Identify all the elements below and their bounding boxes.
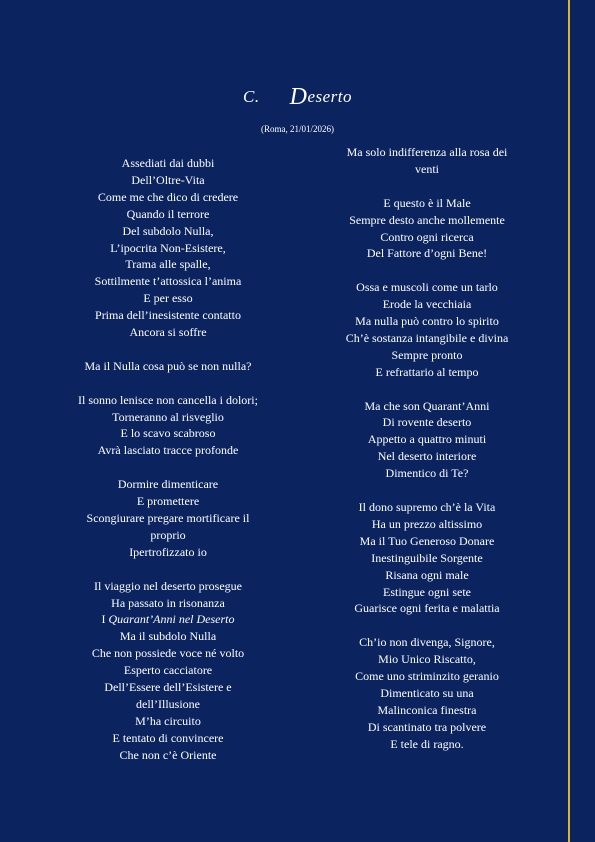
poem-line: Come me che dico di credere	[97, 189, 239, 204]
poem-line: Contro ogni ricerca	[380, 229, 474, 244]
poem-stanza	[46, 392, 290, 460]
poem-line: Il viaggio nel deserto prosegue	[94, 578, 242, 593]
poem-line: Che non c’è Oriente	[119, 747, 217, 762]
poem-line: Del Fattore d’ogni Bene!	[366, 246, 488, 261]
poem-line: Inestinguibile Sorgente	[371, 550, 483, 565]
poem-line: Di rovente deserto	[382, 415, 472, 430]
poem-line: Sottilmente t’attossica l’anima	[94, 274, 242, 289]
poem-line: Ma nulla può contro lo spirito	[355, 314, 499, 329]
poem-line: E refrattario al tempo	[375, 364, 479, 379]
poem-line: proprio	[150, 527, 186, 542]
poem-line: Dormire dimenticare	[117, 477, 219, 492]
poem-stanza	[305, 279, 549, 380]
poem-line: Dell’Essere dell’Esistere e	[104, 680, 232, 695]
poem-line: Malinconica finestra	[377, 702, 477, 717]
poem-stanza	[305, 195, 549, 263]
poem-line: Ch’io non divenga, Signore,	[359, 635, 495, 650]
poem-stanza	[305, 499, 549, 617]
poem-line: Di scantinato tra polvere	[367, 719, 487, 734]
poem-line: Prima dell’inesistente contatto	[95, 308, 241, 323]
poem-line: Del subdolo Nulla,	[122, 223, 214, 238]
poem-line: Mio Unico Riscatto,	[378, 652, 476, 667]
poem-line: Ha passato in risonanza	[111, 595, 225, 610]
poem-line: Ha un prezzo altissimo	[371, 516, 483, 531]
poem-left-column	[46, 155, 290, 780]
poem-stanza	[46, 358, 290, 375]
poem-line: Che non possiede voce né volto	[91, 646, 245, 661]
poem-date: (Roma, 21/01/2026)	[261, 124, 334, 134]
poem-line: dell’Illusione	[136, 696, 200, 711]
poem-line: E promettere	[136, 494, 200, 509]
title-rest: eserto	[307, 87, 352, 106]
poem-line: I Quarant’Anni nel Deserto	[101, 612, 235, 627]
title-initial: D	[289, 84, 308, 110]
poem-line: Estingue ogni sete	[383, 584, 471, 599]
poem-title	[0, 82, 595, 109]
poem-stanza	[305, 634, 549, 752]
poem-line: venti	[415, 161, 439, 176]
poem-letter: C.	[243, 87, 260, 106]
poem-line: Dell’Oltre-Vita	[131, 172, 205, 187]
poem-line: E tentato di convincere	[112, 730, 224, 745]
poem-line: Come uno striminzito geranio	[355, 669, 499, 684]
poem-stanza	[46, 578, 290, 764]
poem-stanza	[305, 398, 549, 483]
poem-line: Nel deserto interiore	[377, 449, 477, 464]
poem-line: Ma il Nulla cosa può se non nulla?	[84, 358, 252, 373]
poem-line: Ma il subdolo Nulla	[119, 629, 217, 644]
poem-line: E lo scavo scabroso	[120, 426, 216, 441]
poem-line: E tele di ragno.	[390, 736, 464, 751]
poem-stanza	[305, 144, 549, 178]
poem-line: E questo è il Male	[383, 195, 471, 210]
poem-line: Il dono supremo ch’è la Vita	[358, 499, 496, 514]
poem-line: E per esso	[143, 291, 193, 306]
poem-right-column	[305, 144, 549, 769]
poem-line: M’ha circuito	[135, 713, 201, 728]
poem-line: Ma solo indifferenza alla rosa dei	[346, 145, 508, 159]
poem-line: Il sonno lenisce non cancella i dolori;	[78, 392, 258, 407]
poem-line: Ma che son Quarant’Anni	[364, 398, 490, 413]
poem-line: Scongiurare pregare mortificare il	[86, 510, 250, 525]
poem-line: Ossa e muscoli come un tarlo	[356, 280, 498, 295]
poem-line: Ma il Tuo Generoso Donare	[359, 533, 495, 548]
poem-line: Ch’è sostanza intangibile e divina	[345, 330, 509, 345]
poem-line: Sempre pronto	[391, 347, 463, 362]
poem-line: Trama alle spalle,	[125, 257, 211, 272]
poem-line: Appetto a quattro minuti	[367, 432, 487, 447]
poem-stanza	[46, 476, 290, 561]
poem-line: Ancora si soffre	[129, 325, 207, 340]
poem-stanza	[46, 155, 290, 341]
poem-line: Guarisce ogni ferita e malattia	[354, 601, 500, 616]
poem-line: Assediati dai dubbi	[121, 156, 215, 170]
poem-line: Dimentico di Te?	[385, 466, 469, 481]
poem-line: Avrà lasciato tracce profonde	[97, 443, 239, 458]
poem-line: Quando il terrore	[126, 206, 210, 221]
poem-line: Erode la vecchiaia	[382, 297, 472, 312]
poem-line: Dimenticato su una	[380, 685, 474, 700]
poem-line: Esperto cacciatore	[123, 663, 213, 678]
poem-line: Sempre desto anche mollemente	[349, 212, 505, 227]
poem-line: Risana ogni male	[385, 567, 469, 582]
poem-line: Ipertrofizzato io	[129, 544, 207, 559]
poem-line: L’ipocrita Non-Esistere,	[110, 240, 226, 255]
poem-line: Torneranno al risveglio	[112, 409, 224, 424]
